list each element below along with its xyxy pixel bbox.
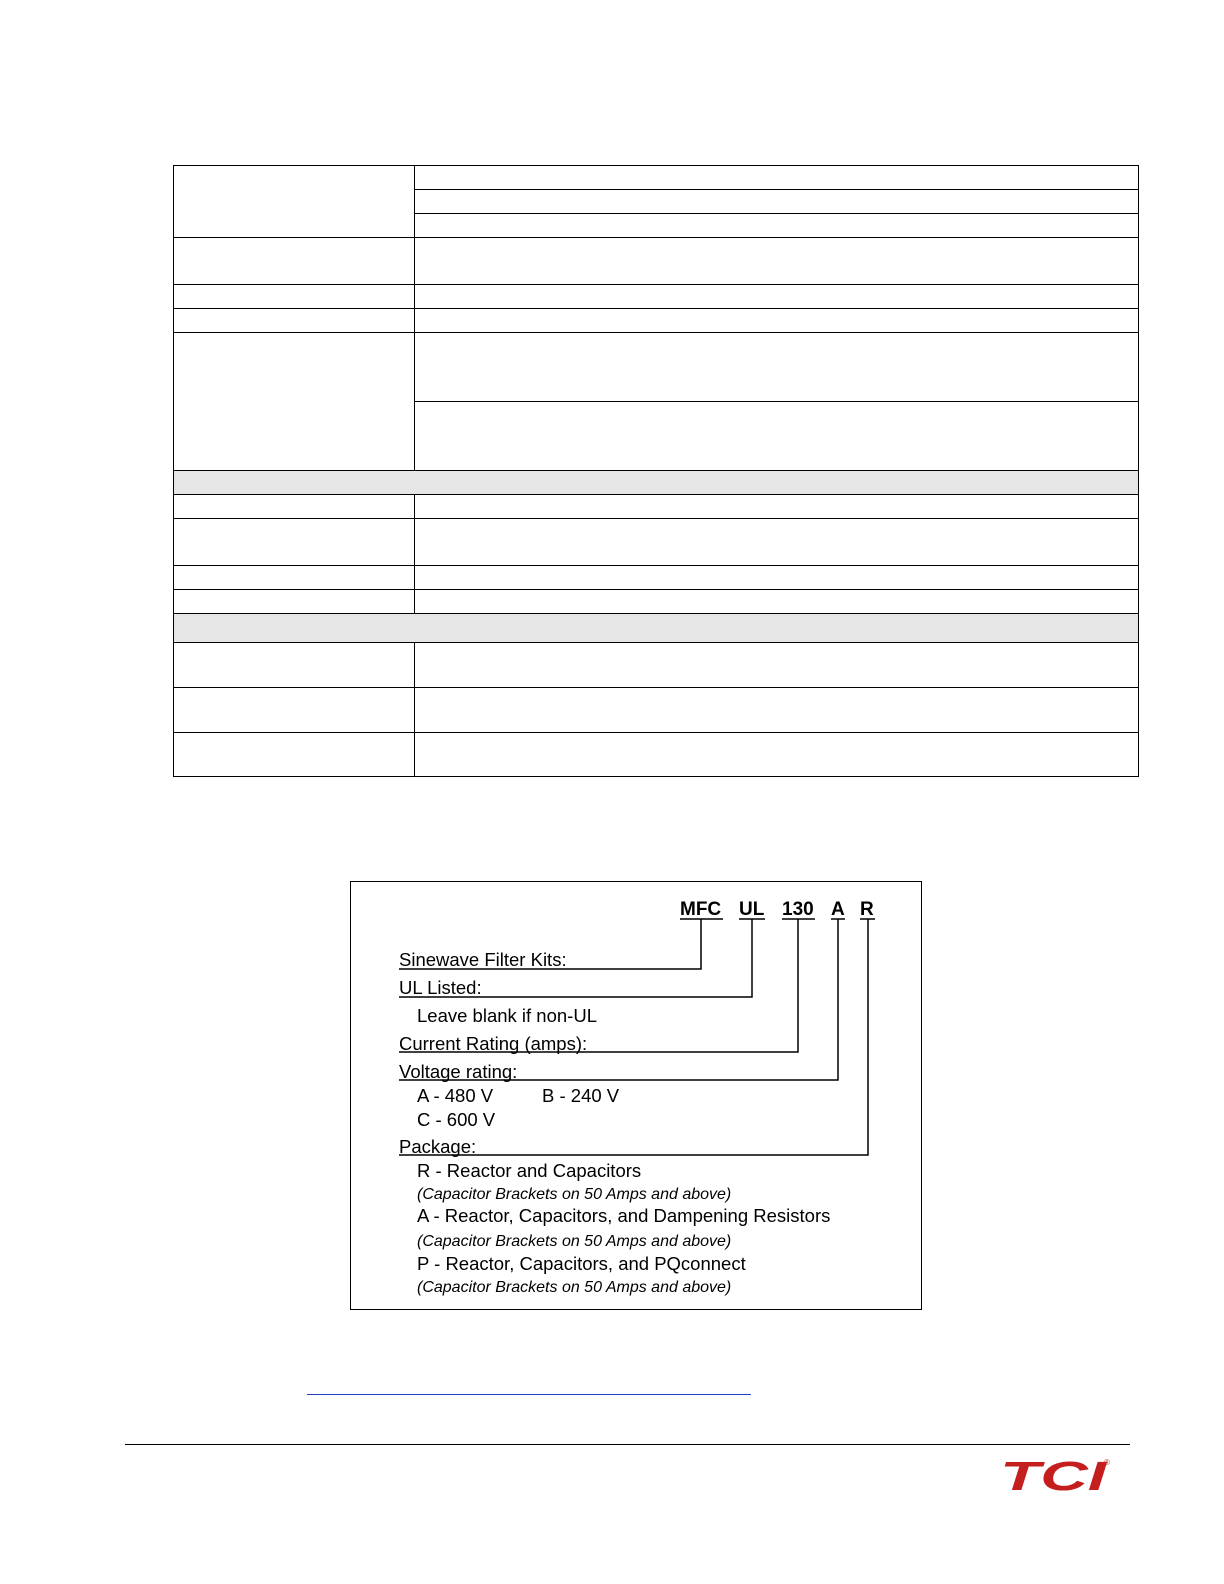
table-row xyxy=(174,688,1139,733)
table-cell xyxy=(174,309,415,333)
label-voltage: Voltage rating: xyxy=(399,1061,518,1082)
label-package-r: R - Reactor and Capacitors xyxy=(417,1160,642,1181)
label-package-a-note: (Capacitor Brackets on 50 Amps and above) xyxy=(417,1233,732,1250)
label-current: Current Rating (amps): xyxy=(399,1033,588,1054)
table-row xyxy=(174,285,1139,309)
model-code-diagram xyxy=(350,881,922,1310)
table-row xyxy=(174,733,1139,777)
hyperlink-underline[interactable] xyxy=(307,1394,751,1395)
table-cell xyxy=(174,733,415,777)
table-row xyxy=(174,333,1139,402)
code-voltage: A xyxy=(831,899,845,920)
footer-divider xyxy=(125,1444,1130,1445)
table-row xyxy=(174,309,1139,333)
label-voltage-a: A - 480 V xyxy=(417,1085,494,1106)
label-package: Package: xyxy=(399,1136,477,1157)
table-cell xyxy=(174,495,415,519)
table-cell xyxy=(174,590,415,614)
svg-text:®: ® xyxy=(1104,1458,1110,1467)
table-cell xyxy=(174,519,415,566)
label-ul: UL Listed: xyxy=(399,977,482,998)
table-cell xyxy=(415,333,1139,402)
table-row xyxy=(174,495,1139,519)
code-ul: UL xyxy=(739,899,765,920)
code-current: 130 xyxy=(782,899,814,920)
table-cell xyxy=(174,643,415,688)
table-cell xyxy=(415,590,1139,614)
table-row xyxy=(174,643,1139,688)
table-section-header xyxy=(174,471,1139,495)
label-kits: Sinewave Filter Kits: xyxy=(399,949,567,970)
table-cell xyxy=(174,614,1139,643)
tci-logo xyxy=(998,1455,1114,1495)
table-cell xyxy=(415,190,1139,214)
table-cell xyxy=(415,566,1139,590)
table-cell xyxy=(415,519,1139,566)
table-cell xyxy=(174,688,415,733)
table-cell xyxy=(415,733,1139,777)
table-row xyxy=(174,519,1139,566)
model-code-svg xyxy=(351,882,921,1309)
table-cell xyxy=(415,214,1139,238)
table-row xyxy=(174,590,1139,614)
label-package-p-note: (Capacitor Brackets on 50 Amps and above) xyxy=(417,1279,732,1296)
table-cell xyxy=(174,238,415,285)
specifications-table xyxy=(173,165,1139,777)
table-cell xyxy=(415,688,1139,733)
table-cell xyxy=(415,238,1139,285)
table-cell xyxy=(415,495,1139,519)
table-cell xyxy=(415,643,1139,688)
table-cell xyxy=(174,166,415,238)
code-series: MFC xyxy=(680,899,722,920)
table-cell xyxy=(415,285,1139,309)
label-ul-note: Leave blank if non-UL xyxy=(417,1005,597,1026)
table-cell xyxy=(174,285,415,309)
svg-text:TCI: TCI xyxy=(1000,1455,1109,1495)
table-row xyxy=(174,238,1139,285)
table-row xyxy=(174,566,1139,590)
table-cell xyxy=(415,309,1139,333)
table-cell xyxy=(415,402,1139,471)
table-cell xyxy=(415,166,1139,190)
table-section-header xyxy=(174,614,1139,643)
table-cell xyxy=(174,333,415,471)
code-package: R xyxy=(860,899,874,920)
table-cell xyxy=(174,566,415,590)
table-cell xyxy=(174,471,1139,495)
label-package-p: P - Reactor, Capacitors, and PQconnect xyxy=(417,1253,746,1274)
label-package-r-note: (Capacitor Brackets on 50 Amps and above) xyxy=(417,1186,732,1203)
label-voltage-b: B - 240 V xyxy=(542,1085,620,1106)
table-row xyxy=(174,166,1139,190)
label-package-a: A - Reactor, Capacitors, and Dampening Resistors xyxy=(417,1205,831,1226)
label-voltage-c: C - 600 V xyxy=(417,1109,496,1130)
